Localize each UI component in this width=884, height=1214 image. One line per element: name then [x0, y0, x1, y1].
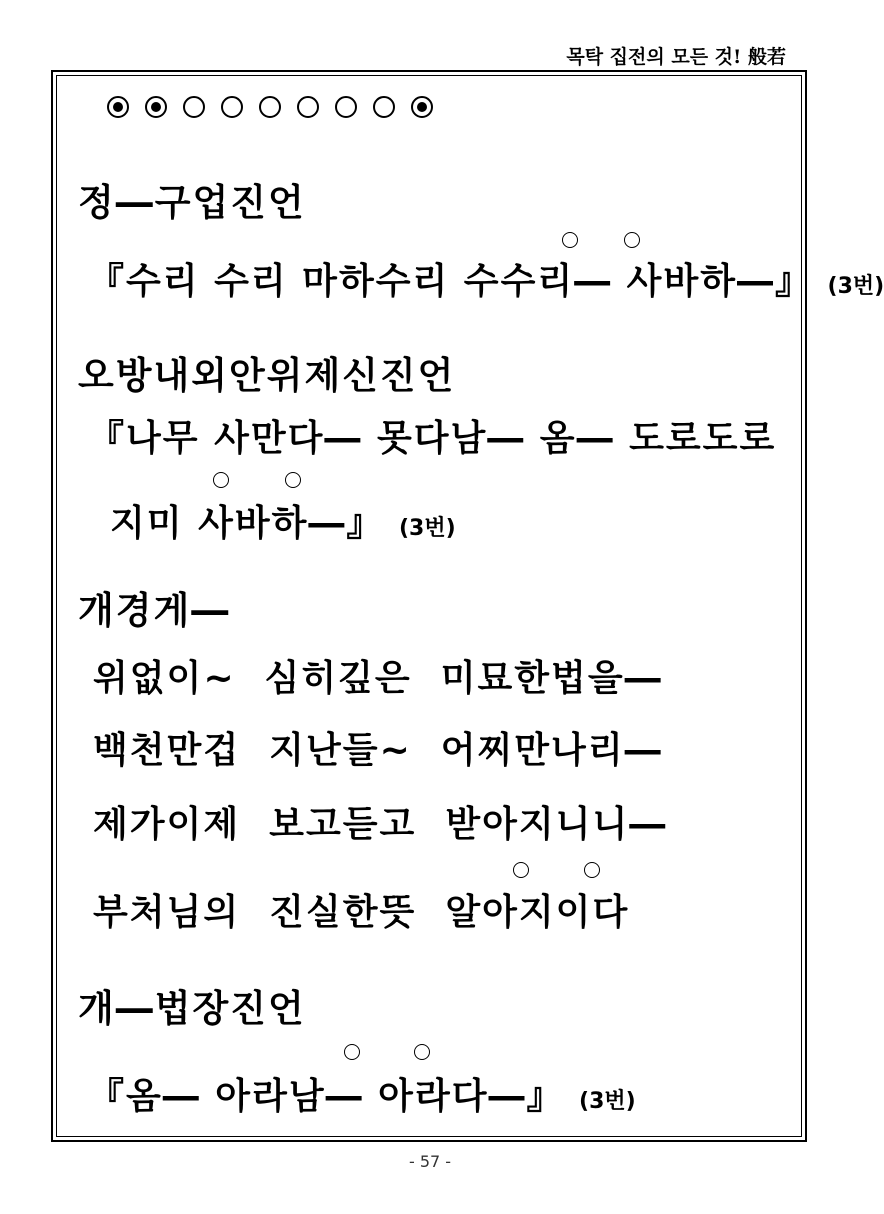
repeat-count: (3번) — [398, 516, 456, 541]
empty-circle-icon — [297, 96, 319, 118]
chant-mark-circle — [213, 472, 229, 488]
filled-circle-icon — [107, 96, 129, 118]
chant-mark-circle — [562, 232, 578, 248]
verse-line: 백천만겁 지난들∼ 어찌만나리― — [93, 730, 663, 771]
empty-circle-icon — [183, 96, 205, 118]
header-title: 목탁 집전의 모든 것! 般若 — [566, 46, 786, 68]
mantra-text: 지미 사바하―』 — [110, 503, 385, 544]
section-title-jeong-gueop: 정―구업진언 — [78, 181, 306, 224]
section-title-gaebeopjang: 개―법장진언 — [78, 987, 306, 1030]
mantra-line — [88, 1068, 636, 1119]
chant-mark-circle — [513, 862, 529, 878]
verse-line: 부처님의 진실한뜻 알아지이다 — [93, 892, 630, 933]
mantra-text: 『수리 수리 마하수리 수수리― 사바하―』 — [88, 261, 813, 302]
chant-mark-circle — [414, 1044, 430, 1060]
chant-mark-circle — [624, 232, 640, 248]
mantra-line — [110, 495, 456, 546]
mantra-text: 『옴― 아라남― 아라다―』 — [88, 1076, 565, 1117]
section-title-obang: 오방내외안위제신진언 — [78, 354, 456, 397]
empty-circle-icon — [259, 96, 281, 118]
chant-mark-circle — [344, 1044, 360, 1060]
chant-mark-circle — [285, 472, 301, 488]
empty-circle-icon — [373, 96, 395, 118]
filled-circle-icon — [145, 96, 167, 118]
repeat-count: (3번) — [827, 274, 884, 299]
empty-circle-icon — [335, 96, 357, 118]
page-number: - 57 - — [408, 1152, 452, 1171]
mantra-line — [88, 253, 884, 304]
filled-circle-icon — [411, 96, 433, 118]
verse-line: 제가이제 보고듣고 받아지니니― — [93, 804, 668, 845]
empty-circle-icon — [221, 96, 243, 118]
chant-mark-circle — [584, 862, 600, 878]
repeat-count: (3번) — [579, 1089, 636, 1114]
verse-line: 위없이∼ 심히깊은 미묘한법을― — [93, 658, 663, 699]
mantra-line: 『나무 사만다― 못다남― 옴― 도로도로 — [88, 418, 777, 459]
section-title-gaegyeongge: 개경게― — [78, 589, 231, 632]
